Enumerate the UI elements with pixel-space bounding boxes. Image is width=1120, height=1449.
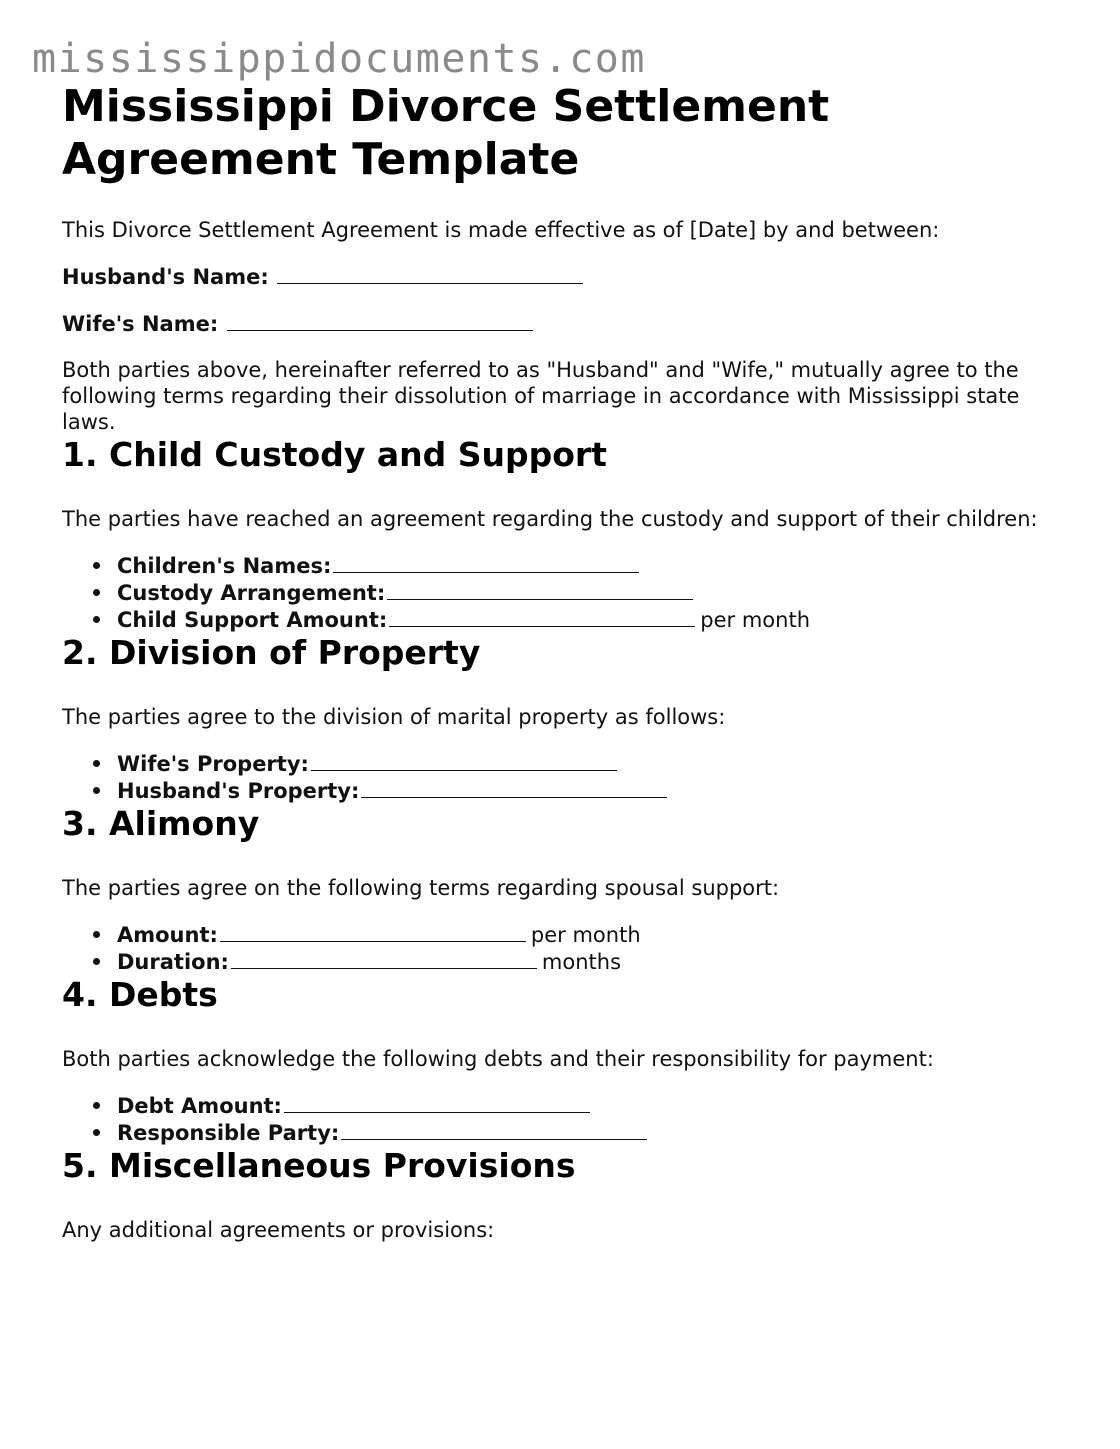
list-item <box>90 552 1052 579</box>
item-label: Duration: <box>117 950 229 974</box>
item-label: Children's Names: <box>117 554 332 578</box>
list-item <box>90 777 1052 804</box>
item-suffix: months <box>541 950 622 974</box>
item-blank[interactable] <box>389 606 695 627</box>
section-heading: 5. Miscellaneous Provisions <box>62 1146 576 1185</box>
list-item <box>90 606 1052 633</box>
item-suffix: per month <box>530 923 641 947</box>
section-heading: 1. Child Custody and Support <box>62 435 607 474</box>
list-item <box>90 1119 1052 1146</box>
item-blank[interactable] <box>333 552 639 573</box>
item-label: Debt Amount: <box>117 1094 282 1118</box>
wife-name-field <box>62 310 1052 337</box>
section-intro: Both parties acknowledge the following debts and their responsibility for payment: <box>62 1047 934 1071</box>
section-heading: 4. Debts <box>62 975 218 1014</box>
list-item <box>90 750 1052 777</box>
list-item <box>90 1092 1052 1119</box>
item-blank[interactable] <box>284 1092 590 1113</box>
section-intro: The parties agree on the following terms regarding spousal support: <box>62 876 780 900</box>
parties-text: Both parties above, hereinafter referred to as "Husband" and "Wife," mutually agree to the following terms regarding their dissolution of marriage in accordance with Mississippi state laws. <box>62 358 1020 434</box>
section-intro: Any additional agreements or provisions: <box>62 1218 495 1242</box>
item-blank[interactable] <box>387 579 693 600</box>
item-label: Child Support Amount: <box>117 608 388 632</box>
section-heading: 2. Division of Property <box>62 633 481 672</box>
item-label: Amount: <box>117 923 218 947</box>
item-blank[interactable] <box>341 1119 647 1140</box>
item-blank[interactable] <box>361 777 667 798</box>
item-blank[interactable] <box>231 948 537 969</box>
list-item <box>90 948 1052 975</box>
item-label: Custody Arrangement: <box>117 581 386 605</box>
husband-name-label: Husband's Name: <box>62 265 269 289</box>
item-label: Wife's Property: <box>117 752 309 776</box>
item-blank[interactable] <box>220 921 526 942</box>
section-list <box>62 921 1052 975</box>
item-label: Husband's Property: <box>117 779 360 803</box>
section-heading: 3. Alimony <box>62 804 260 843</box>
document-page <box>62 80 1052 1243</box>
section-list <box>62 552 1052 633</box>
list-item <box>90 921 1052 948</box>
wife-name-blank[interactable] <box>227 310 533 331</box>
husband-name-blank[interactable] <box>277 263 583 284</box>
section-intro: The parties agree to the division of marital property as follows: <box>62 705 726 729</box>
watermark: mississippidocuments.com <box>32 36 646 82</box>
section-intro: The parties have reached an agreement regarding the custody and support of their children: <box>62 507 1038 531</box>
husband-name-field <box>62 263 1052 290</box>
page-title: Mississippi Divorce Settlement Agreement Template <box>62 81 830 185</box>
intro-text: This Divorce Settlement Agreement is made effective as of [Date] by and between: <box>62 218 940 242</box>
sections-container <box>62 435 1052 1243</box>
item-label: Responsible Party: <box>117 1121 340 1145</box>
wife-name-label: Wife's Name: <box>62 312 219 336</box>
section-list <box>62 750 1052 804</box>
item-suffix: per month <box>700 608 810 632</box>
section-list <box>62 1092 1052 1146</box>
list-item <box>90 579 1052 606</box>
item-blank[interactable] <box>311 750 617 771</box>
